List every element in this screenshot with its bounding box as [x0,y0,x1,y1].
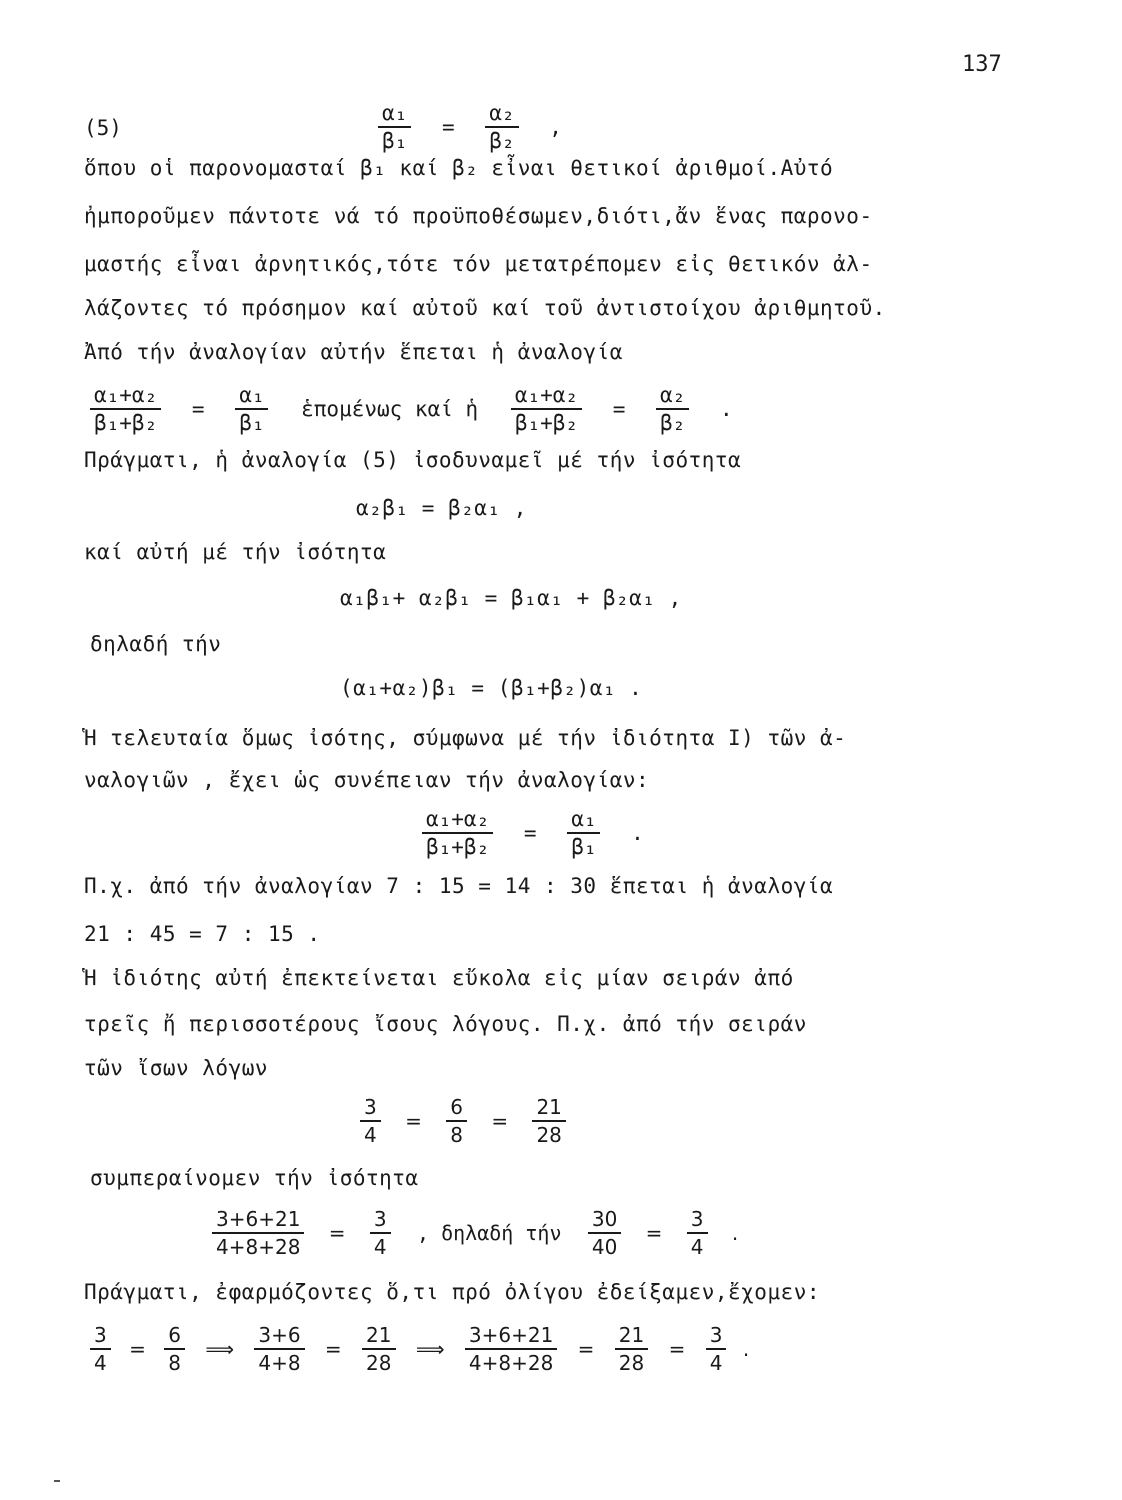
fraction: $\frac{21}{28}$ [362,1322,395,1376]
fraction: $\frac{6}{8}$ [164,1322,185,1376]
equation-c: α₁β₁+ α₂β₁ = β₁α₁ + β₂α₁ , [340,586,682,610]
equation-d: (α₁+α₂)β₁ = (β₁+β₂)α₁ . [340,676,643,700]
fraction: $\frac{3+6}{4+8}$ [254,1322,304,1376]
equation-b: α₂β₁ = β₂α₁ , [356,496,527,520]
text-line: 21 : 45 = 7 : 15 . [84,922,321,946]
text-line: ἠμποροῦμεν πάντοτε νά τό προϋποθέσωμεν,διότι,ἄν ἕνας παρονο- [84,204,873,228]
fraction: $\frac{\text{α₁+α₂}}{\text{β₁+β₂}}$ [422,806,493,860]
text-line: τῶν ἴσων λόγων [84,1056,269,1080]
fraction: $\frac{30}{40}$ [588,1206,621,1260]
fraction: $\frac{\text{α₁+α₂}}{\text{β₁+β₂}}$ [511,382,582,436]
fraction: $\frac{3}{4}$ [370,1206,391,1260]
equation-a: $\frac{\text{α₁+α₂}}{\text{β₁+β₂}}$ = $\frac{\text{α₁}}{\text{β₁}}$ ἑπομένως καί ἡ $\frac{\text{α₁+α₂}}{\text{β₁+β₂}}$ = $\frac{\text{α₂}}{\text{β₂}}$ . [84,382,745,436]
equation-f: $\frac{3}{4}$ = $\frac{6}{8}$ = $\frac{21}{28}$ [354,1094,572,1148]
text-line: καί αὐτή μέ τήν ἰσότητα [84,540,387,564]
fraction: $\frac{\text{α₁}}{\text{β₁}}$ [378,100,411,154]
text-line: ναλογιῶν , ἔχει ὡς συνέπειαν τήν ἀναλογίαν: [84,768,650,792]
text-line: Ἀπό τήν ἀναλογίαν αὐτήν ἕπεται ἡ ἀναλογία [84,340,623,364]
text-line: συμπεραίνομεν τήν ἰσότητα [90,1166,419,1190]
text-line: ὅπου οἱ παρονομασταί β₁ καί β₂ εἶναι θετικοί ἀριθμοί.Αὐτό [84,156,834,180]
equation-e: $\frac{\text{α₁+α₂}}{\text{β₁+β₂}}$ = $\frac{\text{α₁}}{\text{β₁}}$ . [416,806,656,860]
fraction: $\frac{\text{α₂}}{\text{β₂}}$ [485,100,518,154]
equation-g: $\frac{3+6+21}{4+8+28}$ = $\frac{3}{4}$ , δηλαδή τήν $\frac{30}{40}$ = $\frac{3}{4}$ . [206,1206,750,1260]
text-line: Ἡ ἰδιότης αὐτή ἐπεκτείνεται εὔκολα εἰς μίαν σειράν ἀπό [84,966,794,990]
fraction: $\frac{6}{8}$ [446,1094,467,1148]
fraction: $\frac{\text{α₁}}{\text{β₁}}$ [567,806,600,860]
fraction: $\frac{3}{4}$ [687,1206,708,1260]
fraction: $\frac{21}{28}$ [532,1094,565,1148]
text-line: τρεῖς ἤ περισσοτέρους ἴσους λόγους. Π.χ. ἀπό τήν σειράν [84,1012,807,1036]
equation-h: $\frac{3}{4}$ = $\frac{6}{8}$ ⟹ $\frac{3+6}{4+8}$ = $\frac{21}{28}$ ⟹ $\frac{3+6+21}{4+8+28}$ = $\frac{21}{28}$ = $\frac{3}{4}$ . [84,1322,753,1376]
text-line: Ἡ τελευταία ὅμως ἰσότης, σύμφωνα μέ τήν ἰδιότητα I) τῶν ἀ- [84,726,847,750]
text-line: μαστής εἶναι ἀρνητικός,τότε τόν μετατρέπομεν εἰς θετικόν ἀλ- [84,252,873,276]
text-line: λάζοντες τό πρόσημον καί αὐτοῦ καί τοῦ ἀντιστοίχου ἀριθμητοῦ. [84,296,886,320]
text-line: Πράγματι, ἡ ἀναλογία (5) ἰσοδυναμεῖ μέ τήν ἰσότητα [84,448,742,472]
fraction: $\frac{3}{4}$ [706,1322,727,1376]
fraction: $\frac{\text{α₂}}{\text{β₂}}$ [656,382,689,436]
fraction: $\frac{3+6+21}{4+8+28}$ [212,1206,304,1260]
fraction: $\frac{\text{α₁}}{\text{β₁}}$ [235,382,268,436]
page-number: 137 [962,52,1002,77]
equation-5: $\frac{\text{α₁}}{\text{β₁}}$ = $\frac{\text{α₂}}{\text{β₂}}$ , [372,100,574,154]
implies-arrow: ⟹ [205,1337,234,1361]
equation-label: (5) [84,116,122,140]
fraction: $\frac{3+6+21}{4+8+28}$ [465,1322,557,1376]
fraction: $\frac{21}{28}$ [615,1322,648,1376]
fraction: $\frac{\text{α₁+α₂}}{\text{β₁+β₂}}$ [90,382,161,436]
fraction: $\frac{3}{4}$ [360,1094,381,1148]
text-line: δηλαδή τήν [90,632,222,656]
text-line: Πράγματι, ἐφαρμόζοντες ὅ,τι πρό ὀλίγου ἐδείξαμεν,ἔχομεν: [84,1280,821,1304]
fraction: $\frac{3}{4}$ [90,1322,111,1376]
scan-mark [54,1480,60,1482]
implies-arrow: ⟹ [415,1337,445,1361]
text-line: Π.χ. ἀπό τήν ἀναλογίαν 7 : 15 = 14 : 30 ἕπεται ἡ ἀναλογία [84,874,834,898]
